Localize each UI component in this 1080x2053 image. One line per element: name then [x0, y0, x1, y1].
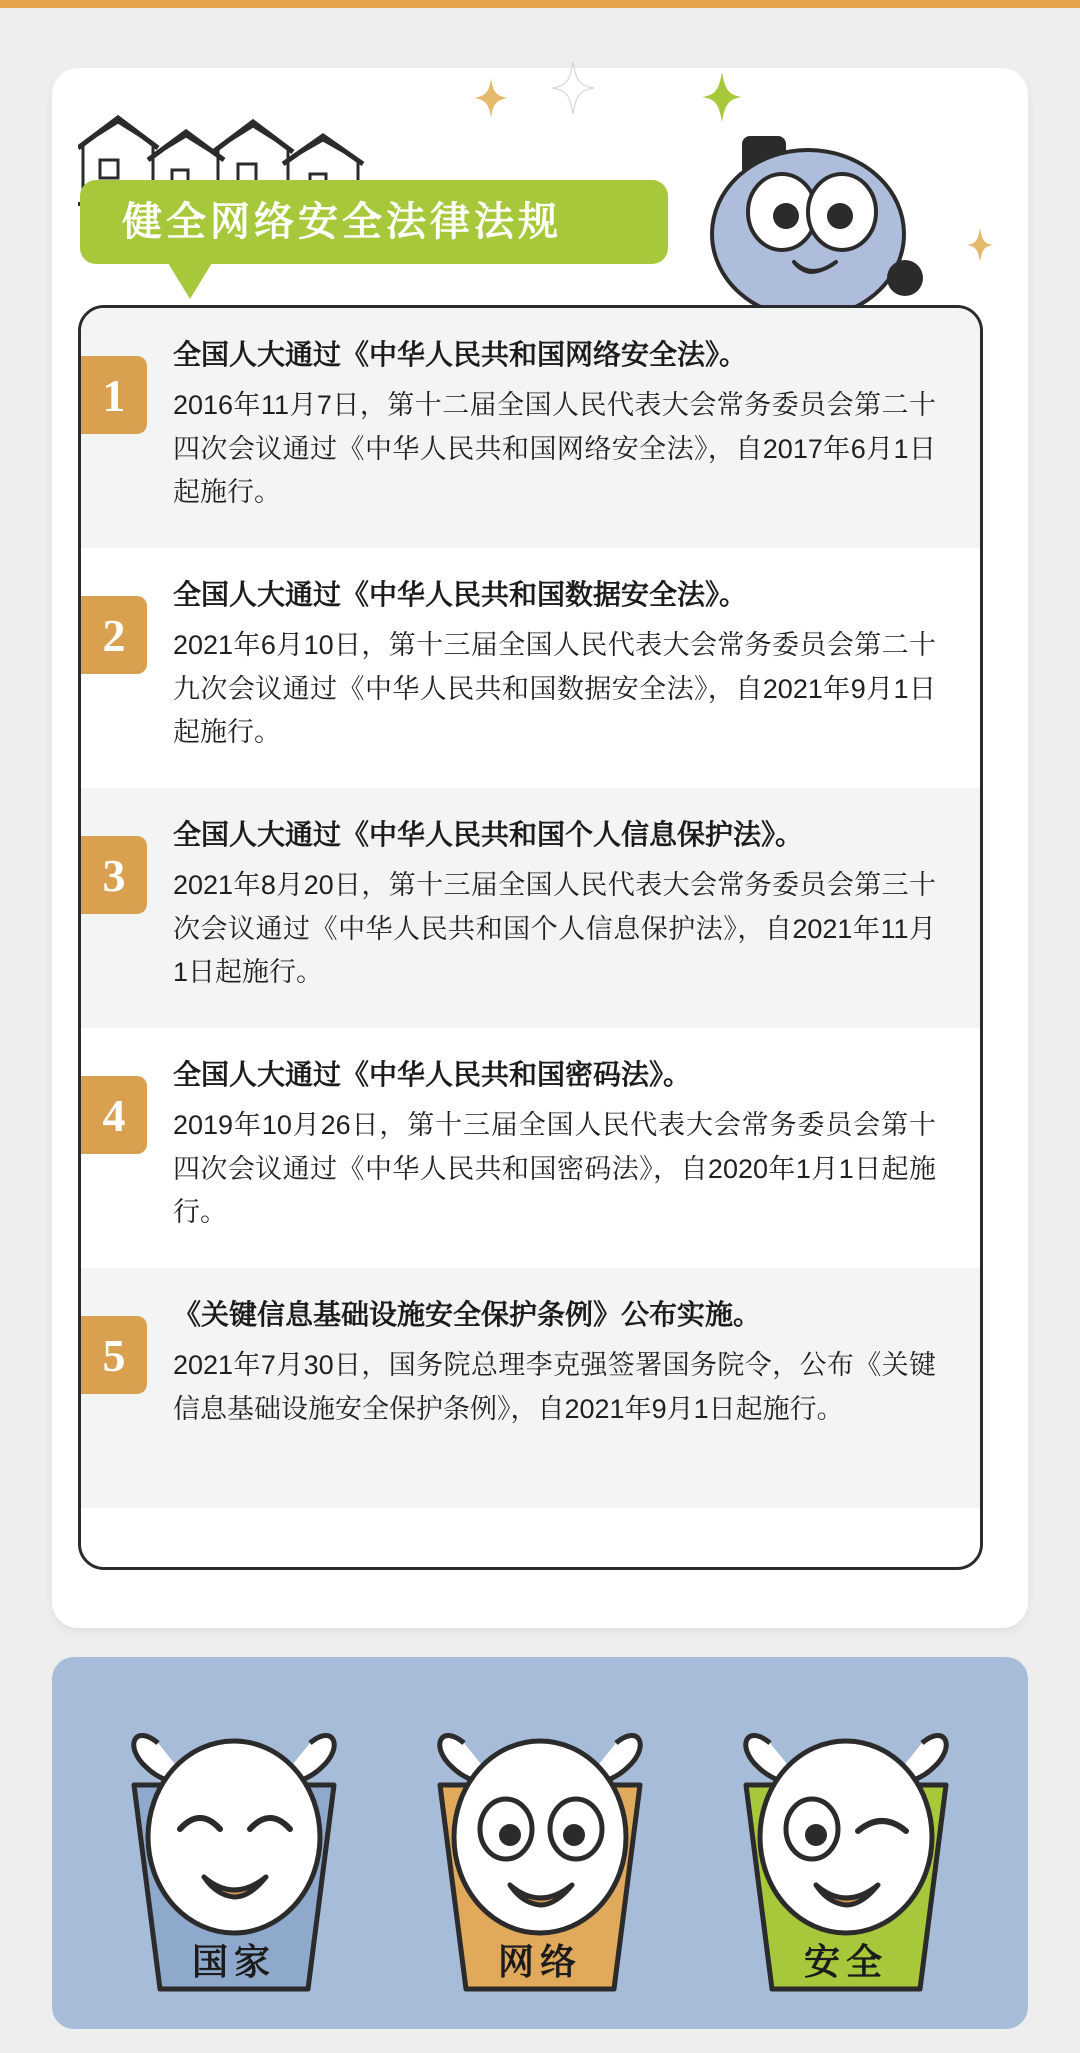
- item-body: 2019年10月26日，第十三届全国人民代表大会常务委员会第十四次会议通过《中华人民共和国密码法》，自2020年1月1日起施行。: [173, 1110, 936, 1228]
- mascot-label: 网络: [497, 1941, 582, 1982]
- title-banner: [80, 180, 668, 264]
- item-title: 全国人大通过《中华人民共和国密码法》。: [173, 1059, 692, 1090]
- mascot-card-security: [712, 1689, 980, 2007]
- mascot-label: 安全: [803, 1941, 888, 1982]
- list-item: [81, 1028, 980, 1268]
- list-item: [81, 788, 980, 1028]
- item-body: 2021年8月20日，第十三届全国人民代表大会常务委员会第三十次会议通过《中华人民共和国个人信息保护法》，自2021年11月1日起施行。: [173, 870, 936, 988]
- bottom-mascot-panel: [52, 1657, 1028, 2029]
- item-body: 2021年6月10日，第十三届全国人民代表大会常务委员会第二十九次会议通过《中华人民共和国数据安全法》，自2021年9月1日起施行。: [173, 630, 936, 748]
- item-number-badge: 4: [81, 1076, 147, 1154]
- item-body: 2021年7月30日，国务院总理李克强签署国务院令，公布《关键信息基础设施安全保护条例》，自2021年9月1日起施行。: [173, 1350, 936, 1424]
- item-title: 全国人大通过《中华人民共和国网络安全法》。: [173, 339, 748, 370]
- item-number-badge: 3: [81, 836, 147, 914]
- list-item: [81, 548, 980, 788]
- mascot-card-network: [406, 1689, 674, 2007]
- item-number-badge: 1: [81, 356, 147, 434]
- sparkle-icon: [966, 228, 994, 262]
- sparkle-icon: [552, 62, 594, 114]
- item-body: 2016年11月7日，第十二届全国人民代表大会常务委员会第二十四次会议通过《中华人民共和国网络安全法》，自2017年6月1日起施行。: [173, 390, 936, 508]
- sparkle-icon: [702, 72, 742, 122]
- page-title: 健全网络安全法律法规: [122, 200, 562, 244]
- top-accent-bar: [0, 0, 1080, 8]
- item-title: 《关键信息基础设施安全保护条例》公布实施。: [173, 1299, 762, 1330]
- list-item: [81, 308, 980, 548]
- list-item: [81, 1268, 980, 1508]
- mascot-character-icon: [690, 130, 930, 320]
- mascot-card-country: [100, 1689, 368, 2007]
- banner-pointer: [168, 263, 212, 299]
- law-list-panel: [78, 305, 983, 1570]
- mascot-label: 国家: [191, 1941, 276, 1982]
- sparkle-icon: [474, 78, 508, 118]
- item-title: 全国人大通过《中华人民共和国数据安全法》。: [173, 579, 748, 610]
- item-number-badge: 2: [81, 596, 147, 674]
- item-title: 全国人大通过《中华人民共和国个人信息保护法》。: [173, 819, 804, 850]
- item-number-badge: 5: [81, 1316, 147, 1394]
